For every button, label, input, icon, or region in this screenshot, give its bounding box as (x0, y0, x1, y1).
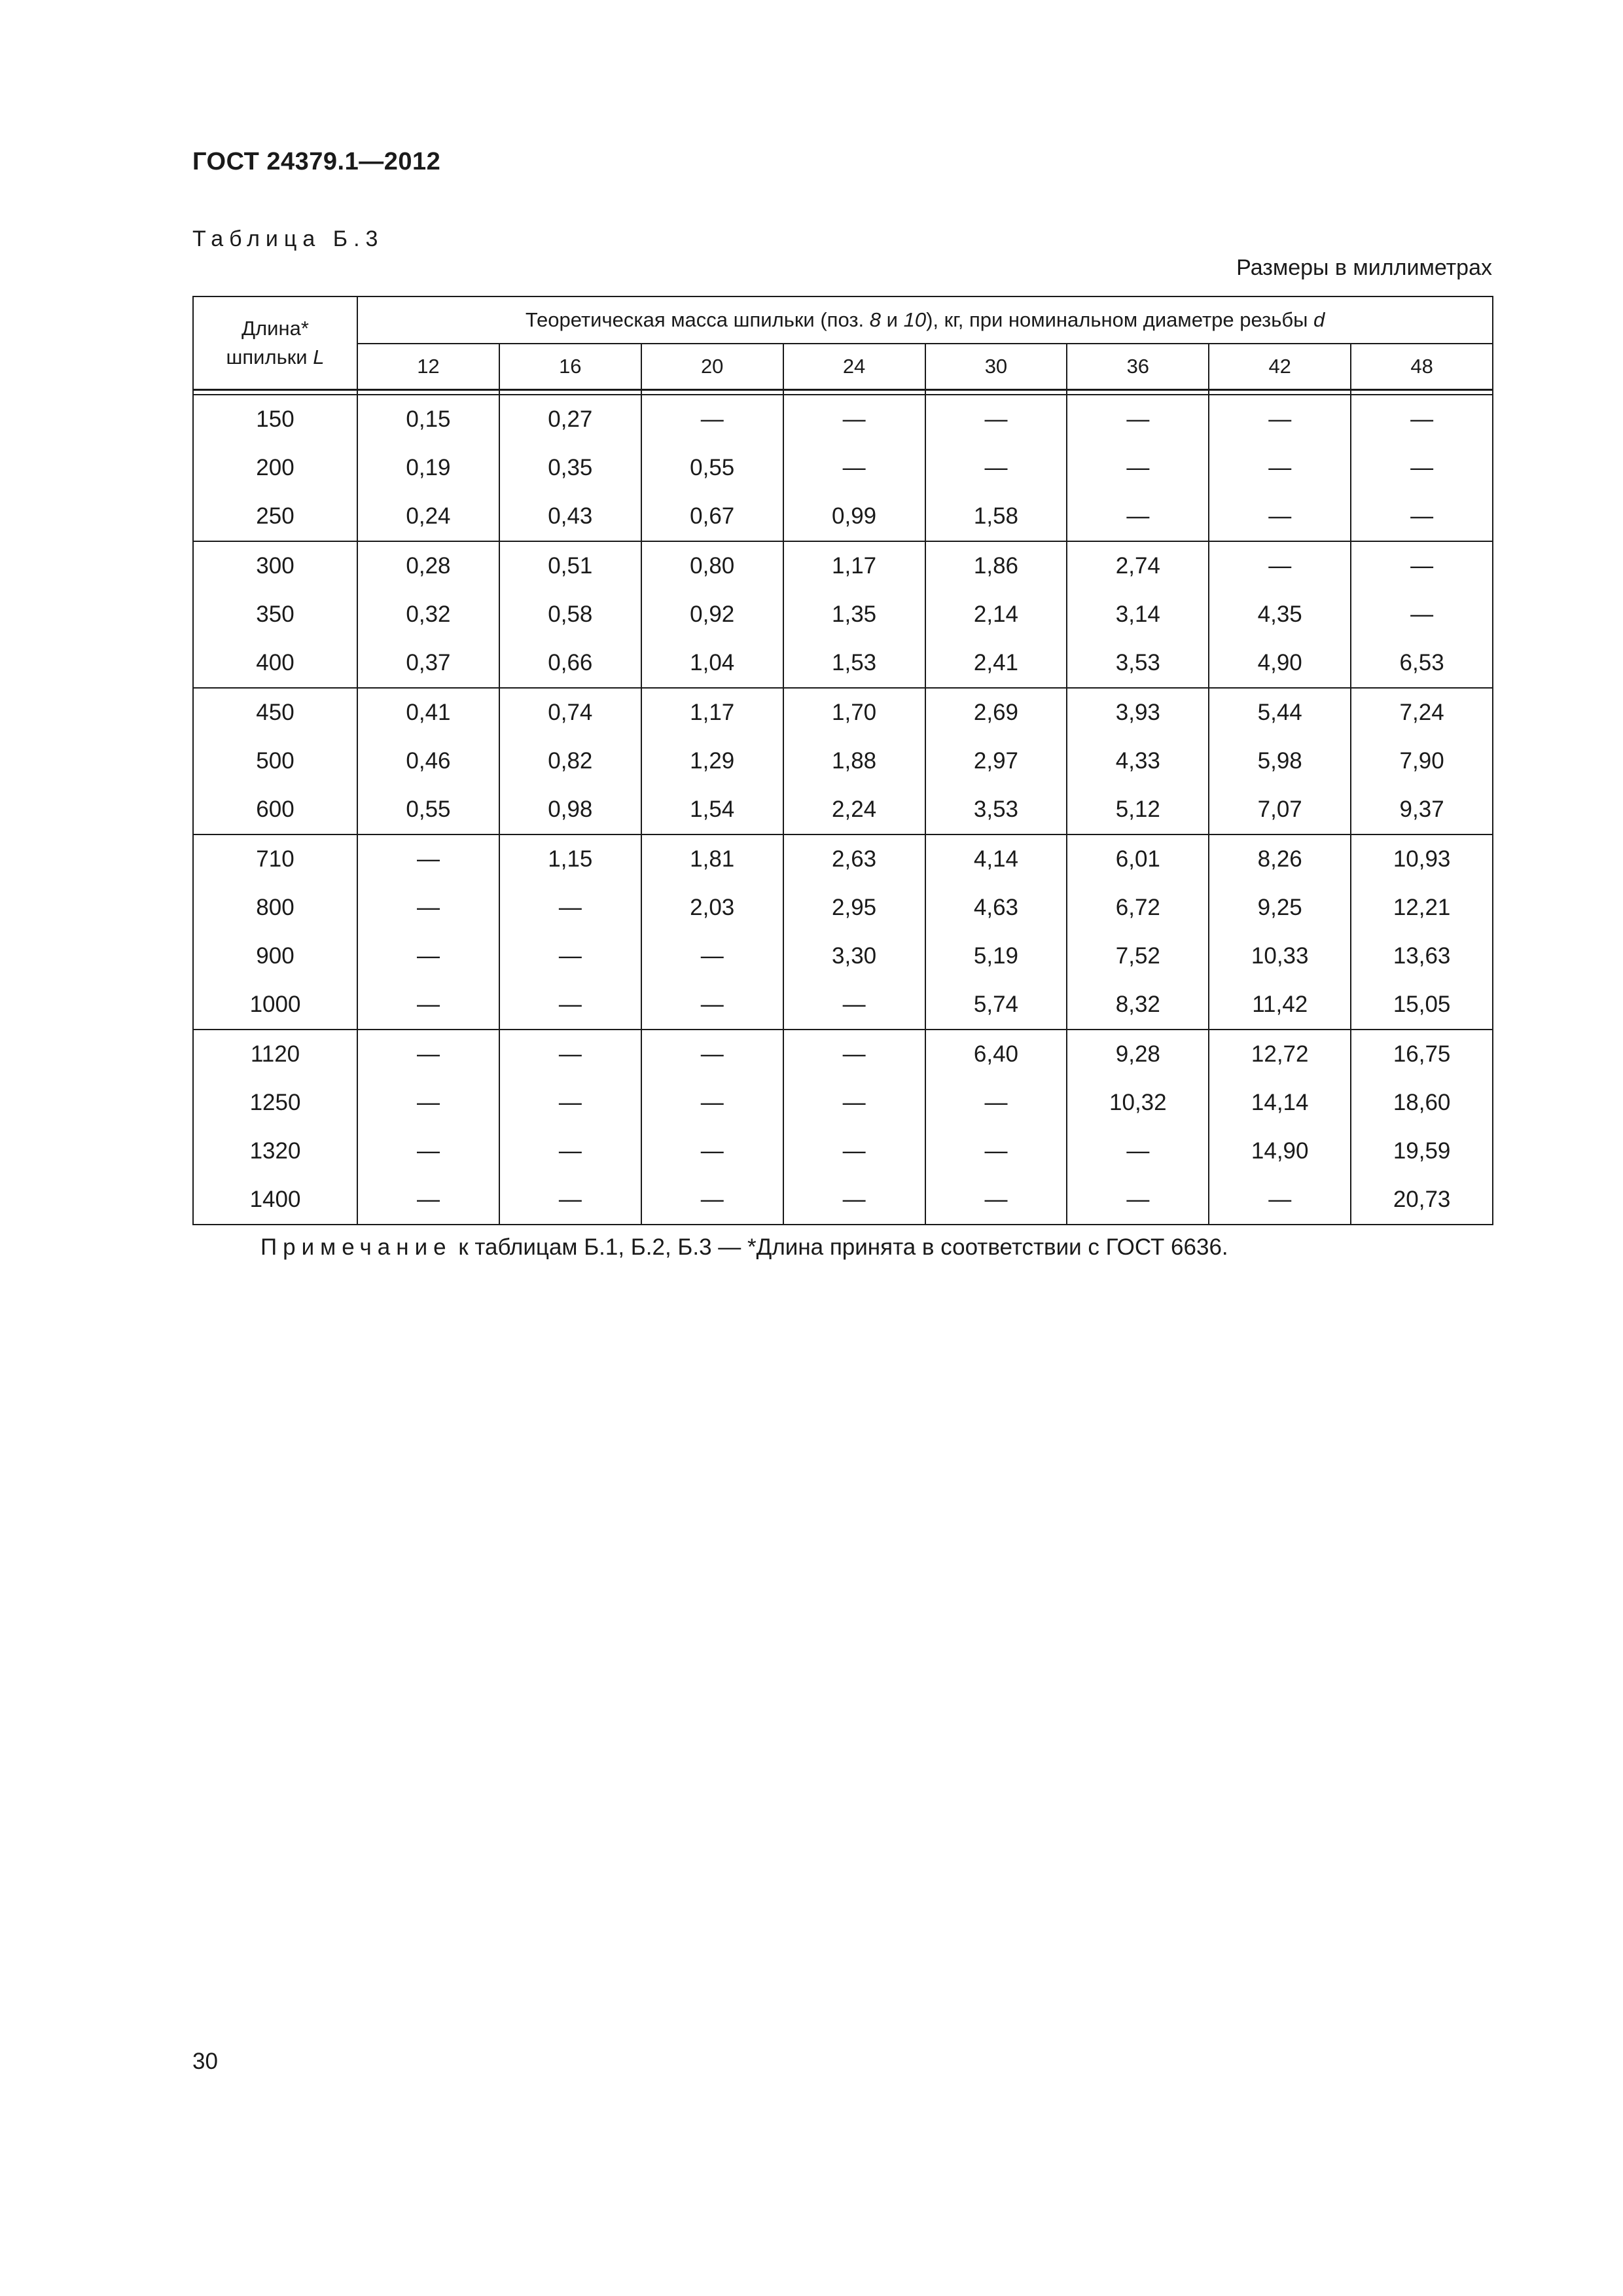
length-cell: 400 (193, 639, 357, 688)
mass-cell: — (499, 1079, 641, 1127)
mass-cell: — (783, 444, 925, 492)
mass-cell: 5,44 (1209, 688, 1351, 737)
mass-cell: 0,58 (499, 590, 641, 639)
mass-cell: 14,90 (1209, 1127, 1351, 1175)
mass-cell: 9,28 (1067, 1030, 1209, 1079)
length-cell: 800 (193, 884, 357, 932)
length-cell: 1320 (193, 1127, 357, 1175)
mass-cell: — (357, 980, 499, 1030)
mass-cell: 1,54 (641, 785, 783, 834)
mass-cell: 7,24 (1351, 688, 1493, 737)
mass-cell: 2,63 (783, 834, 925, 884)
mass-cell: 3,30 (783, 932, 925, 980)
mass-cell: 0,74 (499, 688, 641, 737)
mass-cell: 1,86 (925, 541, 1067, 590)
mass-cell: 0,92 (641, 590, 783, 639)
length-cell: 200 (193, 444, 357, 492)
table-row (193, 1127, 1493, 1175)
table-row (193, 492, 1493, 541)
length-header-symbol: L (313, 346, 325, 368)
mass-cell: 2,97 (925, 737, 1067, 785)
diameter-header-cell: 12 (357, 344, 499, 390)
mass-cell: — (641, 395, 783, 444)
table-row (193, 395, 1493, 444)
mass-cell: — (357, 1127, 499, 1175)
mass-cell: 0,32 (357, 590, 499, 639)
mass-cell: — (1067, 492, 1209, 541)
mass-cell: — (783, 1079, 925, 1127)
mass-cell: — (357, 834, 499, 884)
diameter-header-cell: 16 (499, 344, 641, 390)
length-cell: 710 (193, 834, 357, 884)
mass-cell: — (1209, 444, 1351, 492)
length-header-line1: Длина* (241, 317, 309, 340)
mass-header-post: ), кг, при номинальном диаметре резьбы (926, 308, 1314, 331)
mass-cell: 0,28 (357, 541, 499, 590)
mass-cell: — (1351, 492, 1493, 541)
mass-cell: — (1351, 444, 1493, 492)
mass-cell: — (925, 1079, 1067, 1127)
mass-cell: 2,24 (783, 785, 925, 834)
table-row (193, 444, 1493, 492)
mass-cell: — (641, 932, 783, 980)
mass-cell: 1,29 (641, 737, 783, 785)
mass-cell: — (783, 1175, 925, 1225)
mass-cell: 6,01 (1067, 834, 1209, 884)
length-cell: 350 (193, 590, 357, 639)
length-cell: 1120 (193, 1030, 357, 1079)
diameter-header-cell: 24 (783, 344, 925, 390)
mass-cell: 4,90 (1209, 639, 1351, 688)
mass-cell: — (925, 1127, 1067, 1175)
mass-cell: 0,43 (499, 492, 641, 541)
mass-cell: — (783, 1127, 925, 1175)
length-cell: 1400 (193, 1175, 357, 1225)
table-row (193, 1030, 1493, 1079)
mass-cell: — (357, 1079, 499, 1127)
diameter-header-cell: 30 (925, 344, 1067, 390)
length-cell: 1250 (193, 1079, 357, 1127)
document-id: ГОСТ 24379.1—2012 (192, 148, 441, 175)
mass-cell: 5,12 (1067, 785, 1209, 834)
mass-cell: — (1351, 395, 1493, 444)
mass-cell: 2,69 (925, 688, 1067, 737)
mass-cell: — (925, 395, 1067, 444)
mass-header-pos1: 8 (869, 308, 882, 331)
mass-cell: 3,53 (1067, 639, 1209, 688)
mass-cell: — (1351, 590, 1493, 639)
mass-cell: 0,55 (641, 444, 783, 492)
mass-cell: 5,98 (1209, 737, 1351, 785)
mass-cell: 5,74 (925, 980, 1067, 1030)
diameter-header-row (193, 344, 1493, 390)
mass-header-symbol: d (1313, 308, 1325, 331)
mass-cell: — (1067, 1175, 1209, 1225)
diameter-header-cell: 48 (1351, 344, 1493, 390)
mass-cell: — (357, 932, 499, 980)
mass-cell: — (641, 1127, 783, 1175)
mass-cell: 0,35 (499, 444, 641, 492)
mass-cell: 1,88 (783, 737, 925, 785)
mass-cell: 0,24 (357, 492, 499, 541)
mass-cell: 10,33 (1209, 932, 1351, 980)
diameter-header-cell: 42 (1209, 344, 1351, 390)
mass-cell: 6,72 (1067, 884, 1209, 932)
mass-cell: — (641, 1030, 783, 1079)
mass-cell: 2,14 (925, 590, 1067, 639)
length-cell: 600 (193, 785, 357, 834)
table-row (193, 785, 1493, 834)
mass-cell: 8,26 (1209, 834, 1351, 884)
table-row (193, 932, 1493, 980)
length-cell: 1000 (193, 980, 357, 1030)
page-number: 30 (192, 2049, 218, 2074)
mass-cell: 12,72 (1209, 1030, 1351, 1079)
mass-cell: 7,90 (1351, 737, 1493, 785)
mass-cell: 0,55 (357, 785, 499, 834)
mass-cell: 3,93 (1067, 688, 1209, 737)
mass-cell: — (499, 884, 641, 932)
mass-cell: 4,14 (925, 834, 1067, 884)
table-row (193, 590, 1493, 639)
mass-cell: — (1209, 492, 1351, 541)
mass-cell: 4,35 (1209, 590, 1351, 639)
mass-cell: — (641, 1079, 783, 1127)
mass-cell: 3,14 (1067, 590, 1209, 639)
mass-cell: 1,70 (783, 688, 925, 737)
mass-cell: 0,27 (499, 395, 641, 444)
mass-cell: 6,53 (1351, 639, 1493, 688)
mass-cell: 0,51 (499, 541, 641, 590)
mass-cell: 19,59 (1351, 1127, 1493, 1175)
mass-cell: 0,67 (641, 492, 783, 541)
mass-cell: — (357, 884, 499, 932)
diameter-header-cell: 20 (641, 344, 783, 390)
mass-cell: 2,95 (783, 884, 925, 932)
mass-cell: — (1067, 1127, 1209, 1175)
mass-cell: 14,14 (1209, 1079, 1351, 1127)
table-row (193, 737, 1493, 785)
mass-cell: 12,21 (1351, 884, 1493, 932)
table-row (193, 980, 1493, 1030)
mass-cell: 15,05 (1351, 980, 1493, 1030)
mass-cell: 1,35 (783, 590, 925, 639)
length-cell: 450 (193, 688, 357, 737)
length-cell: 250 (193, 492, 357, 541)
mass-cell: — (641, 980, 783, 1030)
mass-cell: 13,63 (1351, 932, 1493, 980)
mass-cell: — (1209, 1175, 1351, 1225)
mass-cell: 0,66 (499, 639, 641, 688)
mass-header-pre: Теоретическая масса шпильки (поз. (525, 308, 870, 331)
mass-cell: 0,15 (357, 395, 499, 444)
mass-cell: 10,93 (1351, 834, 1493, 884)
mass-cell: 9,25 (1209, 884, 1351, 932)
header-double-rule (193, 390, 1493, 395)
table-row (193, 541, 1493, 590)
note-text: к таблицам Б.1, Б.2, Б.3 — *Длина принята в соответствии с ГОСТ 6636. (452, 1234, 1228, 1260)
mass-cell: 8,32 (1067, 980, 1209, 1030)
mass-cell: 0,82 (499, 737, 641, 785)
mass-header-pos2: 10 (903, 308, 927, 331)
mass-cell: 7,07 (1209, 785, 1351, 834)
mass-cell: 0,37 (357, 639, 499, 688)
mass-cell: 0,99 (783, 492, 925, 541)
mass-cell: — (1351, 541, 1493, 590)
mass-cell: — (925, 1175, 1067, 1225)
mass-cell: 1,81 (641, 834, 783, 884)
table-row (193, 884, 1493, 932)
mass-cell: — (1209, 395, 1351, 444)
mass-cell: — (783, 395, 925, 444)
mass-cell: 4,33 (1067, 737, 1209, 785)
mass-table (192, 296, 1493, 1225)
mass-cell: 3,53 (925, 785, 1067, 834)
units-note: Размеры в миллиметрах (1236, 255, 1492, 280)
length-cell: 900 (193, 932, 357, 980)
diameter-header-cell: 36 (1067, 344, 1209, 390)
mass-cell: 0,46 (357, 737, 499, 785)
mass-cell: 6,40 (925, 1030, 1067, 1079)
table-caption: Таблица Б.3 (192, 226, 384, 251)
mass-cell: — (499, 1127, 641, 1175)
mass-cell: 4,63 (925, 884, 1067, 932)
mass-cell: — (925, 444, 1067, 492)
mass-cell: 0,80 (641, 541, 783, 590)
mass-cell: 1,53 (783, 639, 925, 688)
mass-cell: — (783, 1030, 925, 1079)
mass-cell: 10,32 (1067, 1079, 1209, 1127)
mass-cell: 1,58 (925, 492, 1067, 541)
mass-cell: — (783, 980, 925, 1030)
mass-cell: — (499, 980, 641, 1030)
mass-cell: — (1067, 395, 1209, 444)
mass-cell: — (499, 1175, 641, 1225)
mass-cell: 18,60 (1351, 1079, 1493, 1127)
length-cell: 300 (193, 541, 357, 590)
table-row (193, 1175, 1493, 1225)
mass-cell: 0,19 (357, 444, 499, 492)
mass-cell: — (1209, 541, 1351, 590)
mass-cell: — (499, 932, 641, 980)
mass-cell: — (641, 1175, 783, 1225)
mass-cell: 1,04 (641, 639, 783, 688)
mass-cell: 9,37 (1351, 785, 1493, 834)
mass-cell: 0,98 (499, 785, 641, 834)
mass-header-and: и (881, 308, 904, 331)
mass-cell: — (357, 1030, 499, 1079)
mass-cell: 20,73 (1351, 1175, 1493, 1225)
mass-cell: 11,42 (1209, 980, 1351, 1030)
mass-cell: 2,03 (641, 884, 783, 932)
mass-cell: 16,75 (1351, 1030, 1493, 1079)
mass-cell: — (499, 1030, 641, 1079)
mass-cell: 0,41 (357, 688, 499, 737)
mass-cell: — (357, 1175, 499, 1225)
mass-cell: 2,74 (1067, 541, 1209, 590)
length-column-header (193, 296, 357, 390)
note-label: Примечание (260, 1234, 452, 1260)
mass-cell: 1,17 (641, 688, 783, 737)
mass-cell: 1,17 (783, 541, 925, 590)
length-cell: 500 (193, 737, 357, 785)
table-body (193, 395, 1493, 1225)
mass-cell: 2,41 (925, 639, 1067, 688)
table-row (193, 688, 1493, 737)
table-row (193, 639, 1493, 688)
length-cell: 150 (193, 395, 357, 444)
mass-cell: 7,52 (1067, 932, 1209, 980)
mass-cell: — (1067, 444, 1209, 492)
table-row (193, 1079, 1493, 1127)
mass-column-header (357, 296, 1493, 344)
mass-cell: 1,15 (499, 834, 641, 884)
mass-cell: 5,19 (925, 932, 1067, 980)
length-header-line2: шпильки (226, 346, 308, 368)
table-note (260, 1234, 1228, 1261)
table-row (193, 834, 1493, 884)
